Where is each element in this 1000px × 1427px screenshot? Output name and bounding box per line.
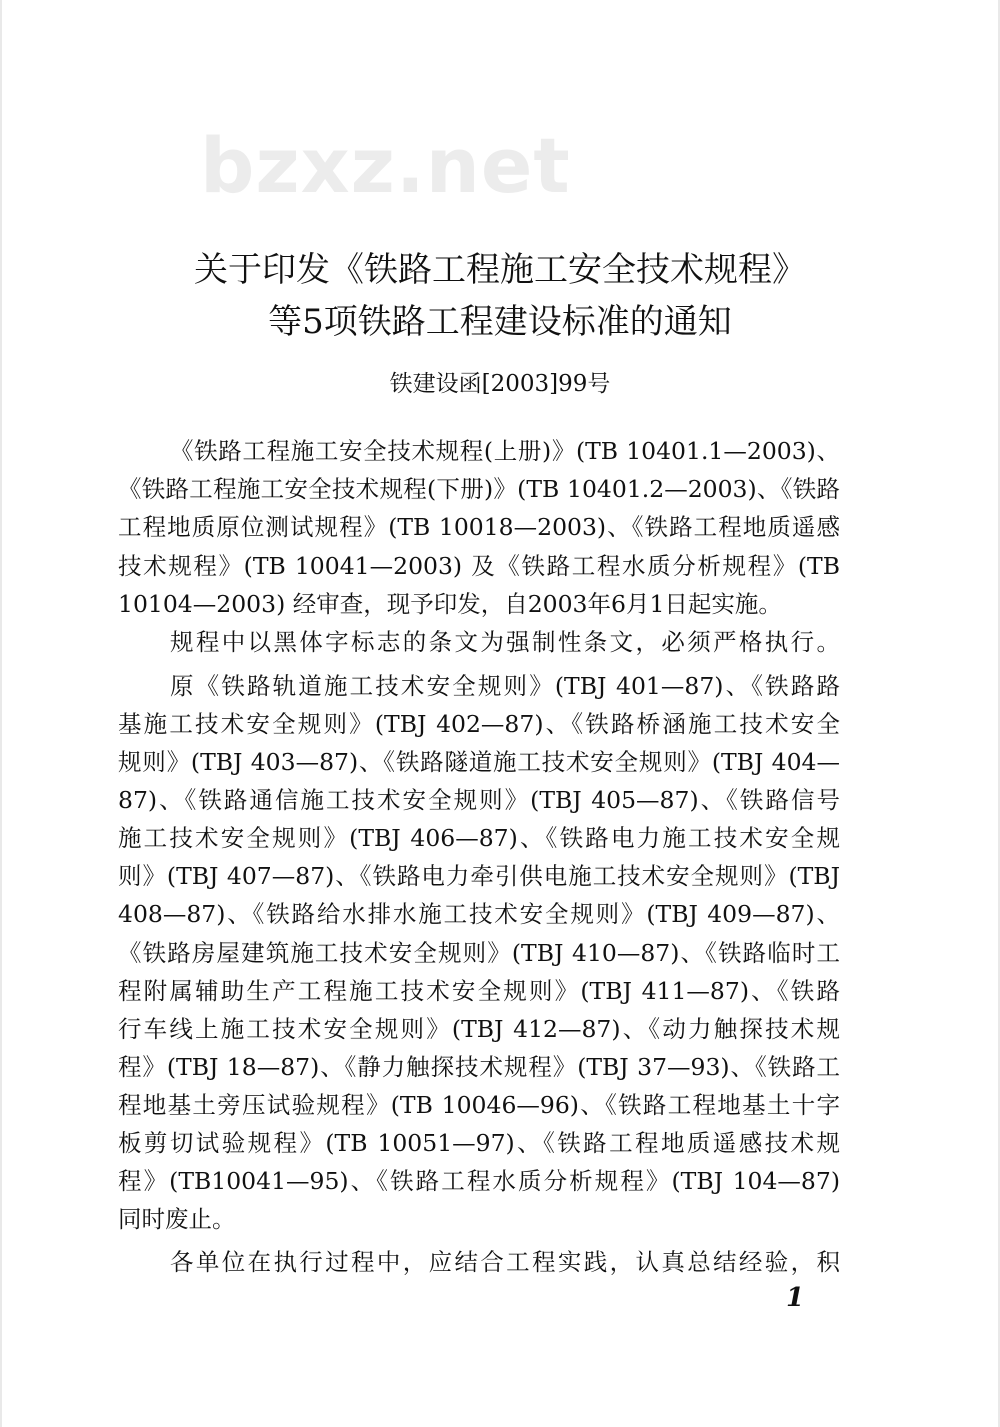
body-line: 《铁路工程施工安全技术规程(上册)》(TB 10401.1—2003)、 [170,437,840,465]
watermark: bzxz.net [200,121,571,210]
body-line: 程地基土旁压试验规程》(TB 10046—96)、《铁路工程地基土十字 [118,1091,840,1119]
body-line: 工程地质原位测试规程》(TB 10018—2003)、《铁路工程地质遥感 [118,513,840,541]
body-line: 87)、《铁路通信施工技术安全规则》(TBJ 405—87)、《铁路信号 [118,786,840,814]
body-line: 原《铁路轨道施工技术安全规则》(TBJ 401—87)、《铁路路 [170,672,840,700]
page-number: 1 [786,1283,805,1313]
body-line: 《铁路房屋建筑施工技术安全规则》(TBJ 410—87)、《铁路临时工 [118,939,840,967]
body-line: 408—87)、《铁路给水排水施工技术安全规则》(TBJ 409—87)、 [118,900,840,928]
body-line: 规则》(TBJ 403—87)、《铁路隧道施工技术安全规则》(TBJ 404— [118,748,840,776]
body-line: 各单位在执行过程中，应结合工程实践，认真总结经验，积 [170,1248,840,1276]
body-line: 技术规程》(TB 10041—2003) 及《铁路工程水质分析规程》(TB [118,552,840,580]
body-line: 行车线上施工技术安全规则》(TBJ 412—87)、《动力触探技术规 [118,1015,840,1043]
body-line: 施工技术安全规则》(TBJ 406—87)、《铁路电力施工技术安全规 [118,824,840,852]
body-line: 规程中以黑体字标志的条文为强制性条文，必须严格执行。 [170,628,840,656]
body-line: 《铁路工程施工安全技术规程(下册)》(TB 10401.2—2003)、《铁路 [118,475,840,503]
body-line: 程附属辅助生产工程施工技术安全规则》(TBJ 411—87)、《铁路 [118,977,840,1005]
title-line-1: 关于印发《铁路工程施工安全技术规程》 [194,250,806,290]
document-number: 铁建设函[2003]99号 [389,371,611,397]
body-line: 程》(TBJ 18—87)、《静力触探技术规程》(TBJ 37—93)、《铁路工 [118,1053,840,1081]
body-line: 10104—2003) 经审查，现予印发，自2003年6月1日起实施。 [118,590,782,618]
title-line-2: 等5项铁路工程建设标准的通知 [268,302,732,342]
body-line: 则》(TBJ 407—87)、《铁路电力牵引供电施工技术安全规则》(TBJ [118,862,840,890]
body-line: 板剪切试验规程》(TB 10051—97)、《铁路工程地质遥感技术规 [118,1129,840,1157]
body-line: 程》(TB10041—95)、《铁路工程水质分析规程》(TBJ 104—87) [118,1167,840,1195]
body-line: 同时废止。 [118,1205,236,1233]
body-line: 基施工技术安全规则》(TBJ 402—87)、《铁路桥涵施工技术安全 [118,710,840,738]
